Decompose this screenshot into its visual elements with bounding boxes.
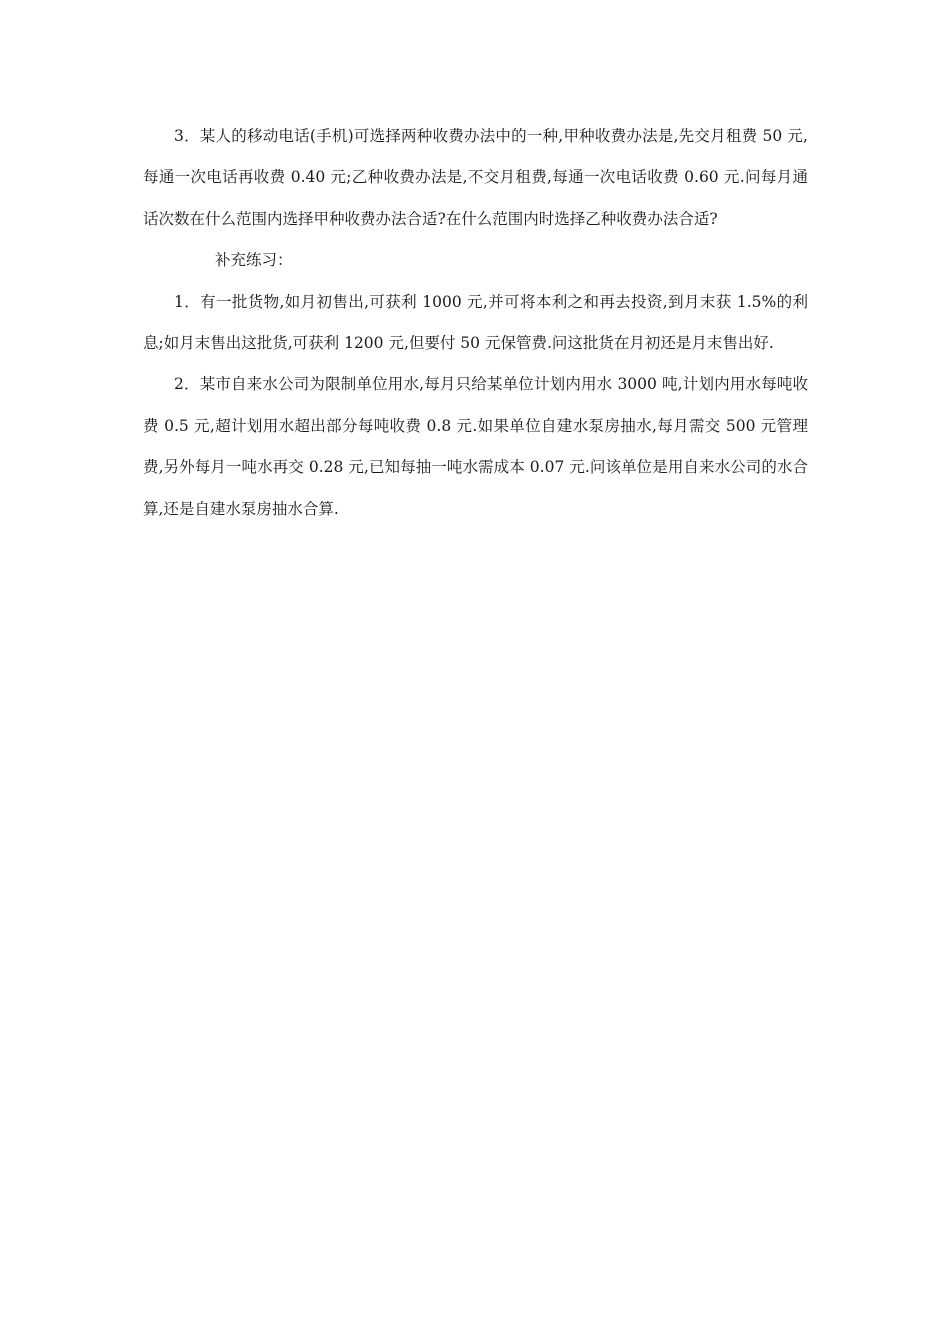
problem-3-text: 3．某人的移动电话(手机)可选择两种收费办法中的一种,甲种收费办法是,先交月租费 50 元,每通一次电话再收费 0.40 元;乙种收费办法是,不交月租费,每通一次电话收费 0.60 元.问每月通话次数在什么范围内选择甲种收费办法合适?在什么范围内时选择乙种收费办法合适? [143,127,808,228]
supplement-problem-2-text: 2．某市自来水公司为限制单位用水,每月只给某单位计划内用水 3000 吨,计划内用水每吨收费 0.5 元,超计划用水超出部分每吨收费 0.8 元.如果单位自建水泵房抽水,每月需交 500 元管理费,另外每月一吨水再交 0.28 元,已知每抽一吨水需成本 0.07 元.问该单位是用自来水公司的水合算,还是自建水泵房抽水合算. [143,375,808,518]
supplement-heading: 补充练习： [215,251,293,270]
supplement-problem-1-text: 1．有一批货物,如月初售出,可获利 1000 元,并可将本利之和再去投资,到月末获 1.5%的利息;如月末售出这批货,可获利 1200 元,但要付 50 元保管费.问这批货在月初还是月末售出好. [143,292,808,353]
document-body [143,116,808,530]
